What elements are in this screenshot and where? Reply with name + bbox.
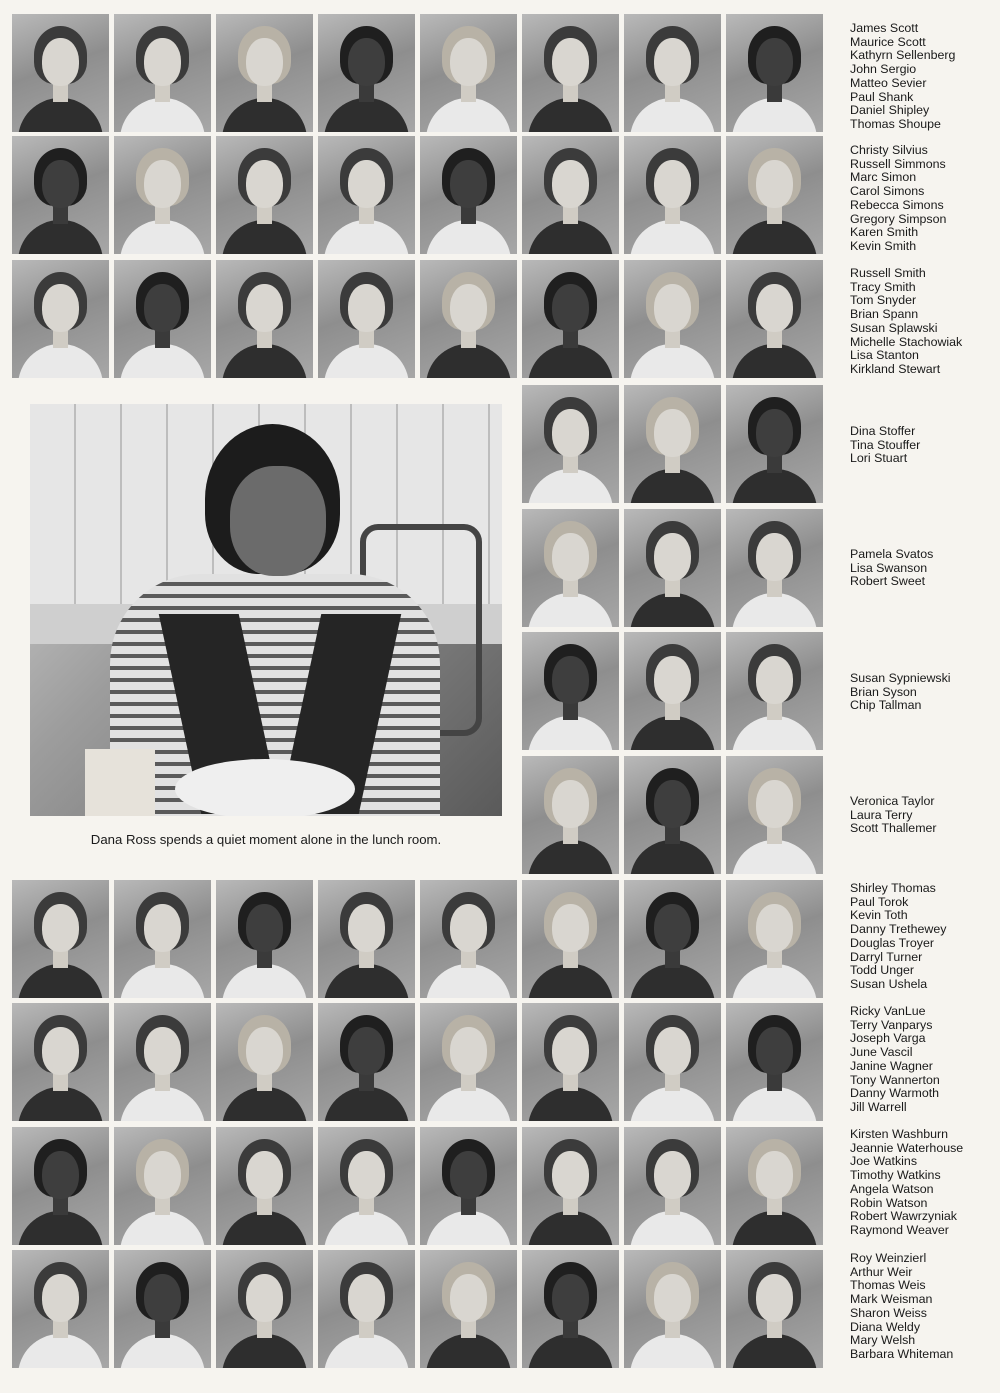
student-name: Arthur Weir bbox=[850, 1264, 913, 1279]
student-name: Danny Warmoth bbox=[850, 1086, 940, 1101]
student-name-list bbox=[850, 22, 955, 132]
student-portrait bbox=[318, 1250, 415, 1368]
student-name-list bbox=[850, 795, 937, 836]
student-name: Tom Snyder bbox=[850, 293, 917, 308]
student-portrait bbox=[522, 260, 619, 378]
student-name: Robin Watson bbox=[850, 1195, 928, 1210]
student-name: Joe Watkins bbox=[850, 1154, 918, 1169]
student-portrait bbox=[624, 14, 721, 132]
student-portrait bbox=[726, 1003, 823, 1121]
student-name: Susan Sypniewski bbox=[850, 671, 951, 685]
student-portrait bbox=[420, 880, 517, 998]
student-portrait bbox=[522, 385, 619, 503]
student-portrait bbox=[420, 136, 517, 254]
student-name: Sharon Weiss bbox=[850, 1305, 927, 1320]
student-name: Veronica Taylor bbox=[850, 794, 935, 808]
student-name: Joseph Varga bbox=[850, 1031, 926, 1046]
student-name: Thomas Weis bbox=[850, 1278, 926, 1293]
student-name: Kathyrn Sellenberg bbox=[850, 48, 956, 63]
student-portrait bbox=[522, 756, 619, 874]
student-portrait bbox=[114, 1127, 211, 1245]
student-portrait bbox=[216, 260, 313, 378]
student-name: Darryl Turner bbox=[850, 949, 923, 964]
student-portrait bbox=[114, 1250, 211, 1368]
student-portrait bbox=[420, 14, 517, 132]
student-name-list bbox=[850, 672, 951, 713]
student-name: Russell Smith bbox=[850, 266, 926, 280]
student-portrait bbox=[522, 1003, 619, 1121]
student-portrait bbox=[522, 632, 619, 750]
student-portrait bbox=[114, 1003, 211, 1121]
student-portrait bbox=[318, 880, 415, 998]
student-name: Scott Thallemer bbox=[850, 821, 937, 836]
student-portrait bbox=[624, 385, 721, 503]
student-name: Paul Torok bbox=[850, 894, 909, 909]
student-portrait bbox=[624, 1127, 721, 1245]
student-name: Christy Silvius bbox=[850, 143, 928, 157]
student-name: Lisa Stanton bbox=[850, 348, 919, 363]
student-portrait bbox=[114, 880, 211, 998]
student-portrait bbox=[522, 1127, 619, 1245]
student-portrait bbox=[318, 1003, 415, 1121]
student-portrait bbox=[12, 1003, 109, 1121]
student-name: Matteo Sevier bbox=[850, 75, 927, 90]
student-portrait bbox=[726, 14, 823, 132]
student-portrait bbox=[420, 260, 517, 378]
student-name-list bbox=[850, 882, 946, 992]
student-name: Roy Weinzierl bbox=[850, 1251, 927, 1265]
student-name: Brian Spann bbox=[850, 307, 919, 322]
student-name-list bbox=[850, 267, 962, 377]
student-portrait bbox=[216, 14, 313, 132]
student-name: Susan Ushela bbox=[850, 976, 928, 991]
student-portrait bbox=[726, 1127, 823, 1245]
student-portrait bbox=[726, 756, 823, 874]
student-name: Tony Wannerton bbox=[850, 1072, 940, 1087]
student-name: Dina Stoffer bbox=[850, 424, 916, 438]
student-portrait bbox=[216, 1250, 313, 1368]
student-name: Janine Wagner bbox=[850, 1058, 933, 1073]
student-portrait bbox=[726, 880, 823, 998]
student-portrait bbox=[726, 632, 823, 750]
student-portrait bbox=[726, 136, 823, 254]
student-name: Robert Sweet bbox=[850, 574, 926, 589]
student-portrait bbox=[12, 136, 109, 254]
student-portrait bbox=[522, 509, 619, 627]
student-name: Paul Shank bbox=[850, 89, 914, 104]
student-portrait bbox=[216, 1003, 313, 1121]
student-portrait bbox=[522, 880, 619, 998]
student-portrait bbox=[624, 880, 721, 998]
student-name: Timothy Watkins bbox=[850, 1168, 941, 1183]
student-name: John Sergio bbox=[850, 62, 917, 77]
photo-caption: Dana Ross spends a quiet moment alone in the lunch room. bbox=[90, 832, 442, 847]
student-portrait bbox=[522, 1250, 619, 1368]
student-portrait bbox=[420, 1250, 517, 1368]
candid-photo-lunch-room bbox=[30, 404, 502, 816]
student-portrait bbox=[216, 1127, 313, 1245]
student-name-list bbox=[850, 548, 933, 589]
student-portrait bbox=[420, 1127, 517, 1245]
student-name: Douglas Troyer bbox=[850, 935, 935, 950]
student-name-list bbox=[850, 144, 946, 254]
student-name: Tina Stouffer bbox=[850, 437, 921, 452]
student-portrait bbox=[12, 14, 109, 132]
student-name: Shirley Thomas bbox=[850, 881, 936, 895]
student-portrait bbox=[726, 385, 823, 503]
student-name: Brian Syson bbox=[850, 684, 917, 699]
student-portrait bbox=[624, 1250, 721, 1368]
student-name: Mary Welsh bbox=[850, 1333, 916, 1348]
student-portrait bbox=[726, 509, 823, 627]
student-name: June Vascil bbox=[850, 1045, 913, 1060]
student-name: Russell Simmons bbox=[850, 156, 946, 171]
student-portrait bbox=[12, 1250, 109, 1368]
student-name: Jeannie Waterhouse bbox=[850, 1140, 964, 1155]
student-name: Lisa Swanson bbox=[850, 560, 928, 575]
student-name: Kevin Smith bbox=[850, 238, 917, 253]
student-portrait bbox=[624, 756, 721, 874]
student-name: Karen Smith bbox=[850, 225, 919, 240]
student-portrait bbox=[726, 260, 823, 378]
student-portrait bbox=[624, 136, 721, 254]
student-portrait bbox=[318, 14, 415, 132]
student-portrait bbox=[624, 632, 721, 750]
student-portrait bbox=[114, 260, 211, 378]
student-portrait bbox=[114, 136, 211, 254]
student-name: Robert Wawrzyniak bbox=[850, 1209, 957, 1224]
student-name: Susan Splawski bbox=[850, 320, 938, 335]
student-name: Carol Simons bbox=[850, 184, 925, 199]
student-name: Todd Unger bbox=[850, 963, 915, 978]
student-portrait bbox=[216, 136, 313, 254]
student-name: Thomas Shoupe bbox=[850, 116, 941, 131]
student-name: Ricky VanLue bbox=[850, 1004, 926, 1018]
student-name: Kirsten Washburn bbox=[850, 1127, 949, 1141]
student-name: Angela Watson bbox=[850, 1181, 934, 1196]
student-name: Rebecca Simons bbox=[850, 197, 944, 212]
student-name: Gregory Simpson bbox=[850, 211, 947, 226]
student-name: Maurice Scott bbox=[850, 34, 926, 49]
student-portrait bbox=[624, 1003, 721, 1121]
student-portrait bbox=[318, 136, 415, 254]
student-name: Mark Weisman bbox=[850, 1292, 933, 1307]
student-name: Pamela Svatos bbox=[850, 547, 934, 561]
student-name: Terry Vanparys bbox=[850, 1017, 933, 1032]
student-portrait bbox=[624, 260, 721, 378]
student-name-list bbox=[850, 1005, 940, 1115]
student-portrait bbox=[726, 1250, 823, 1368]
student-portrait bbox=[420, 1003, 517, 1121]
student-name: Diana Weldy bbox=[850, 1319, 921, 1334]
student-portrait bbox=[522, 14, 619, 132]
student-name: Jill Warrell bbox=[850, 1099, 907, 1114]
student-portrait bbox=[522, 136, 619, 254]
student-portrait bbox=[318, 260, 415, 378]
student-name: Daniel Shipley bbox=[850, 103, 930, 118]
student-portrait bbox=[12, 260, 109, 378]
student-name: Michelle Stachowiak bbox=[850, 334, 963, 349]
student-name: Kirkland Stewart bbox=[850, 361, 941, 376]
student-name-list bbox=[850, 1128, 963, 1238]
student-name: Lori Stuart bbox=[850, 451, 908, 466]
student-name: Marc Simon bbox=[850, 170, 917, 185]
student-name: James Scott bbox=[850, 21, 919, 35]
student-name: Tracy Smith bbox=[850, 279, 916, 294]
student-name: Barbara Whiteman bbox=[850, 1346, 954, 1361]
student-name: Laura Terry bbox=[850, 807, 913, 822]
student-name: Danny Trethewey bbox=[850, 922, 947, 937]
student-name-list bbox=[850, 425, 920, 466]
student-portrait bbox=[624, 509, 721, 627]
student-portrait bbox=[114, 14, 211, 132]
student-portrait bbox=[318, 1127, 415, 1245]
student-name: Chip Tallman bbox=[850, 698, 922, 713]
student-name: Kevin Toth bbox=[850, 908, 908, 923]
student-portrait bbox=[12, 880, 109, 998]
student-name: Raymond Weaver bbox=[850, 1222, 949, 1237]
student-name-list bbox=[850, 1252, 953, 1362]
student-portrait bbox=[12, 1127, 109, 1245]
student-portrait bbox=[216, 880, 313, 998]
